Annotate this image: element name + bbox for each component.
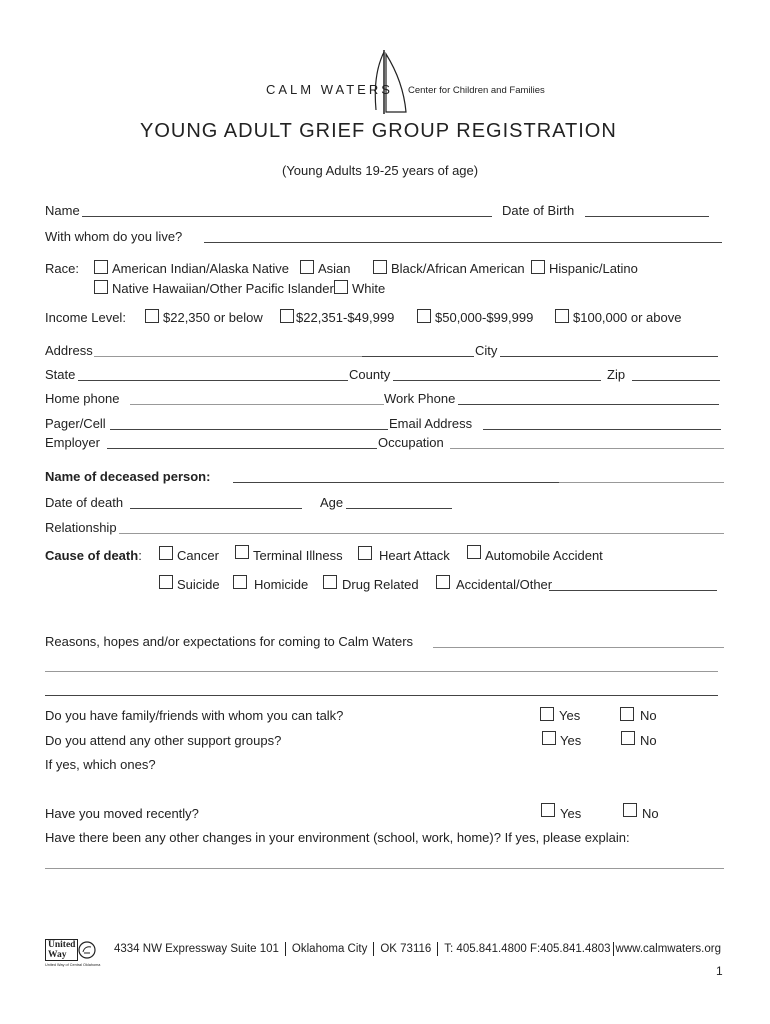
email-field[interactable]: [483, 429, 721, 430]
zip-field[interactable]: [632, 380, 720, 381]
county-label: County: [349, 367, 391, 382]
county-field[interactable]: [393, 380, 601, 381]
race-option-label: American Indian/Alaska Native: [112, 261, 290, 276]
employer-field[interactable]: [107, 448, 377, 449]
united-way-caption: United Way of Central Oklahoma: [45, 963, 101, 967]
state-label: State: [45, 367, 76, 382]
race-checkbox-hispanic[interactable]: [531, 260, 545, 274]
race-label: Race:: [45, 261, 79, 276]
income-option-label: $22,351-$49,999: [296, 310, 395, 325]
city-label: City: [475, 343, 498, 358]
united-way-box: [45, 939, 78, 961]
cause-option-label: Suicide: [177, 577, 220, 592]
email-label: Email Address: [389, 416, 473, 431]
cause-option-label: Terminal Illness: [253, 548, 343, 563]
address-field-2[interactable]: [362, 356, 474, 357]
logo-tagline: Center for Children and Families: [408, 85, 545, 96]
address-label: Address: [45, 343, 93, 358]
race-checkbox-black[interactable]: [373, 260, 387, 274]
logo-name: CALM WATERS: [266, 82, 393, 97]
date-of-death-label: Date of death: [45, 495, 124, 510]
cause-option-label: Cancer: [177, 548, 219, 563]
no-label: No: [642, 806, 659, 821]
deceased-field-extension: [559, 482, 724, 483]
family-friends-question: Do you have family/friends with whom you can talk?: [45, 708, 344, 723]
changes-question: Have there been any other changes in your environment (school, work, home)? If yes, please explain:: [45, 830, 630, 845]
family-friends-yes-checkbox[interactable]: [540, 707, 554, 721]
live-with-field[interactable]: [204, 242, 722, 243]
footer-city: Oklahoma City: [291, 943, 368, 956]
cause-label: [45, 548, 142, 563]
employer-label: Employer: [45, 435, 100, 450]
cause-checkbox-heart-attack[interactable]: [358, 546, 372, 560]
dob-field[interactable]: [585, 216, 709, 217]
footer-contact: [114, 942, 721, 956]
age-label: Age: [320, 495, 344, 510]
footer-separator: [373, 942, 374, 956]
occupation-label: Occupation: [378, 435, 444, 450]
live-with-label: With whom do you live?: [45, 229, 183, 244]
income-checkbox-4[interactable]: [555, 309, 569, 323]
home-phone-field[interactable]: [130, 404, 384, 405]
footer-phone-fax: T: 405.841.4800 F:405.841.4803: [444, 943, 611, 956]
income-label: Income Level:: [45, 310, 126, 325]
changes-field[interactable]: [45, 868, 724, 869]
pager-label: Pager/Cell: [45, 416, 106, 431]
income-checkbox-2[interactable]: [280, 309, 294, 323]
which-ones-question: If yes, which ones?: [45, 757, 156, 772]
income-option-label: $22,350 or below: [163, 310, 263, 325]
reasons-line-2[interactable]: [45, 671, 718, 672]
cause-checkbox-homicide[interactable]: [233, 575, 247, 589]
accidental-other-field[interactable]: [549, 590, 717, 591]
yes-label: Yes: [560, 733, 582, 748]
cause-checkbox-cancer[interactable]: [159, 546, 173, 560]
footer-separator: [437, 942, 438, 956]
cause-checkbox-suicide[interactable]: [159, 575, 173, 589]
zip-label: Zip: [607, 367, 626, 382]
home-phone-label: Home phone: [45, 391, 120, 406]
united-way-text-2: Way: [48, 950, 67, 960]
united-way-logo: [45, 939, 99, 967]
income-option-label: $50,000-$99,999: [435, 310, 534, 325]
race-checkbox-white[interactable]: [334, 280, 348, 294]
city-field[interactable]: [500, 356, 718, 357]
cause-label-colon: :: [138, 548, 142, 563]
cause-option-label: Heart Attack: [379, 548, 450, 563]
united-way-text-1: United: [48, 940, 76, 950]
race-option-label: Hispanic/Latino: [549, 261, 638, 276]
pager-field[interactable]: [110, 429, 388, 430]
cause-checkbox-automobile[interactable]: [467, 545, 481, 559]
deceased-field[interactable]: [233, 482, 559, 483]
footer-separator: [613, 942, 614, 956]
cause-checkbox-drug-related[interactable]: [323, 575, 337, 589]
race-option-label: Native Hawaiian/Other Pacific Islander: [112, 281, 334, 296]
name-label: Name: [45, 203, 80, 218]
footer-website[interactable]: www.calmwaters.org: [615, 943, 721, 956]
family-friends-no-checkbox[interactable]: [620, 707, 634, 721]
support-groups-no-checkbox[interactable]: [621, 731, 635, 745]
date-of-death-field[interactable]: [130, 508, 302, 509]
relationship-field[interactable]: [119, 533, 724, 534]
occupation-field[interactable]: [450, 448, 724, 449]
race-option-label: Asian: [318, 261, 351, 276]
moved-no-checkbox[interactable]: [623, 803, 637, 817]
sail-icon: [370, 48, 410, 118]
address-field[interactable]: [94, 356, 362, 357]
deceased-label: Name of deceased person:: [45, 469, 211, 484]
name-field[interactable]: [82, 216, 492, 217]
footer-separator: [285, 942, 286, 956]
race-checkbox-native-hawaiian[interactable]: [94, 280, 108, 294]
cause-option-label: Drug Related: [342, 577, 419, 592]
race-option-label: Black/African American: [391, 261, 525, 276]
work-phone-field[interactable]: [458, 404, 719, 405]
page-number: 1: [716, 964, 723, 978]
work-phone-label: Work Phone: [384, 391, 456, 406]
support-groups-question: Do you attend any other support groups?: [45, 733, 282, 748]
state-field[interactable]: [78, 380, 348, 381]
page-subtitle: (Young Adults 19-25 years of age): [282, 163, 479, 178]
reasons-field[interactable]: [433, 647, 724, 648]
cause-option-label: Accidental/Other: [456, 577, 553, 592]
cause-checkbox-accidental[interactable]: [436, 575, 450, 589]
reasons-line-3[interactable]: [45, 695, 718, 696]
united-way-hand-icon: [78, 941, 96, 959]
page-title: YOUNG ADULT GRIEF GROUP REGISTRATION: [140, 120, 617, 142]
relationship-label: Relationship: [45, 520, 117, 535]
yes-label: Yes: [560, 806, 582, 821]
no-label: No: [640, 733, 657, 748]
income-option-label: $100,000 or above: [573, 310, 682, 325]
age-field[interactable]: [346, 508, 452, 509]
dob-label: Date of Birth: [502, 203, 575, 218]
income-checkbox-1[interactable]: [145, 309, 159, 323]
cause-option-label: Automobile Accident: [485, 548, 603, 563]
footer-state-zip: OK 73116: [380, 943, 432, 956]
cause-checkbox-terminal-illness[interactable]: [235, 545, 249, 559]
support-groups-yes-checkbox[interactable]: [542, 731, 556, 745]
reasons-label: Reasons, hopes and/or expectations for coming to Calm Waters: [45, 634, 414, 649]
race-checkbox-american-indian[interactable]: [94, 260, 108, 274]
moved-question: Have you moved recently?: [45, 806, 199, 821]
yes-label: Yes: [559, 708, 581, 723]
moved-yes-checkbox[interactable]: [541, 803, 555, 817]
income-checkbox-3[interactable]: [417, 309, 431, 323]
footer-address: 4334 NW Expressway Suite 101: [114, 943, 279, 956]
race-option-label: White: [352, 281, 386, 296]
no-label: No: [640, 708, 657, 723]
race-checkbox-asian[interactable]: [300, 260, 314, 274]
cause-option-label: Homicide: [254, 577, 309, 592]
cause-label-text: Cause of death: [45, 548, 139, 563]
